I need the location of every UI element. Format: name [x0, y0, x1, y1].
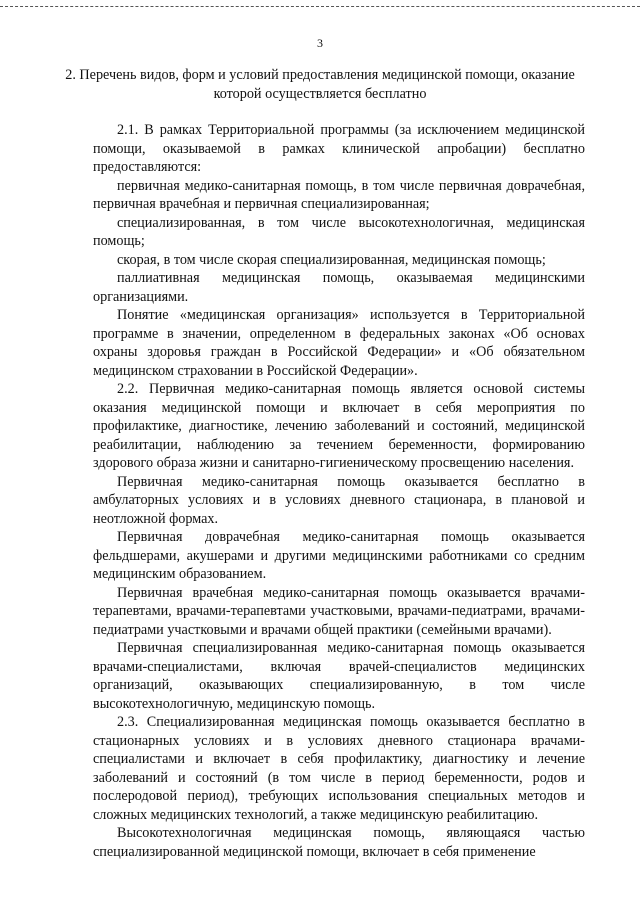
paragraph-2-2: 2.2. Первичная медико-санитарная помощь является основой системы оказания медицинской помощи и включает в себя мероприятия по профилактике, диагностике, лечению заболеваний и состояний, медицинской реабилитации, наблюдению за течением беременности, формированию здорового образа жизни и санитарно-гигиеническому просвещению населения. [93, 381, 585, 471]
paragraph-physician-care: Первичная врачебная медико-санитарная помощь оказывается врачами-терапевтами, врачами-терапевтами участковыми, врачами-педиатрами, врачами-педиатрами участковыми и врачами общей практики (семейными врачами). [93, 584, 585, 638]
paragraph-high-tech-care: Высокотехнологичная медицинская помощь, являющаяся частью специализированной медицинской помощи, включает в себя применение [93, 825, 585, 860]
page-number: 3 [317, 36, 323, 50]
paragraph-specialist-care: Первичная специализированная медико-санитарная помощь оказывается врачами-специалистами, включая врачей-специалистов медицинских организаций, оказывающих специализированную, в том числе высокотехнологичную, медицинскую помощь. [93, 640, 585, 712]
section-heading: 2. Перечень видов, форм и условий предоставления медицинской помощи, оказание которой осуществляется бесплатно [65, 67, 575, 102]
paragraph-concept-definition: Понятие «медицинская организация» используется в Территориальной программе в значении, определенном в федеральных законах «Об основах охраны здоровья граждан в Российской Федерации» и «Об обязательном медицинском страховании в Российской Федерации». [93, 307, 585, 379]
top-border-line [0, 6, 640, 7]
paragraph-primary-care-free: Первичная медико-санитарная помощь оказывается бесплатно в амбулаторных условиях и в условиях дневного стационара, в плановой и неотложной формах. [93, 473, 585, 527]
paragraph-palliative-item: паллиативная медицинская помощь, оказываемая медицинскими организациями. [93, 270, 585, 305]
paragraph-2-3: 2.3. Специализированная медицинская помощь оказывается бесплатно в стационарных условиях и в условиях дневного стационара врачами-специалистами и включает в себя профилактику, диагностику и лечение заболеваний и состояний (в том числе в период беременности, родов и послеродовой период), требующих использования специальных методов и сложных медицинских технологий, а также медицинскую реабилитацию. [93, 714, 585, 823]
document-body [93, 121, 585, 861]
paragraph-2-1: 2.1. В рамках Территориальной программы (за исключением медицинской помощи, оказываемой в рамках клинической апробации) бесплатно предоставляются: [93, 122, 585, 175]
paragraph-emergency-item: скорая, в том числе скорая специализированная, медицинская помощь; [117, 251, 546, 268]
paragraph-pre-physician-care: Первичная доврачебная медико-санитарная помощь оказывается фельдшерами, акушерами и другими медицинскими работниками со средним медицинским образованием. [93, 529, 585, 582]
paragraph-specialized-item: специализированная, в том числе высокотехнологичная, медицинская помощь; [93, 214, 585, 249]
paragraph-primary-care-item: первичная медико-санитарная помощь, в том числе первичная доврачебная, первичная врачебная и первичная специализированная; [93, 177, 585, 212]
